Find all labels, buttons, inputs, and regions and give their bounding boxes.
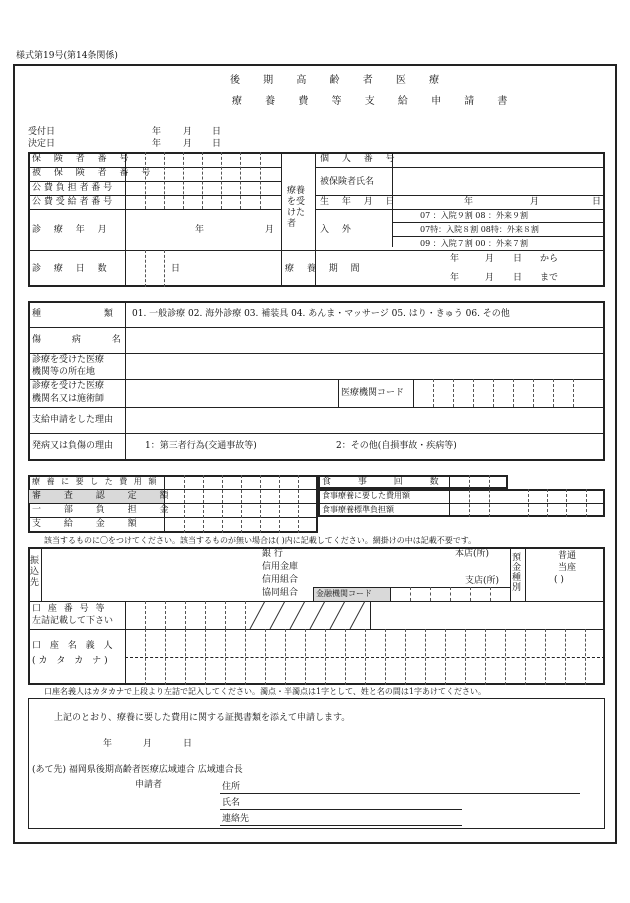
account-name-label-2: (カ タ カ ナ): [32, 656, 111, 666]
treatment-month: 月: [265, 225, 275, 235]
bank-type-shinkin[interactable]: 信用金庫: [262, 562, 299, 572]
bank-type-bank[interactable]: 銀 行: [262, 549, 283, 559]
insurer-no-label: 保 険 者 番 号: [32, 154, 134, 164]
payment-amount-label: 支 給 金 額: [32, 519, 147, 529]
period-to-day: 日: [513, 273, 523, 283]
address-line[interactable]: [220, 793, 580, 794]
disease-label: 傷 病 名: [32, 335, 135, 345]
public-payer-label: 公 費 負 担 者 番 号: [32, 183, 113, 193]
review-amount-label: 審 査 認 定 額: [32, 491, 179, 501]
deposit-option-current[interactable]: 当座: [558, 563, 577, 573]
apply-day: 日: [183, 739, 193, 749]
period-from-month: 月: [485, 254, 495, 264]
deposit-type-label: 預金種別: [512, 553, 522, 593]
facility-code-label: 医療機関コード: [341, 388, 405, 398]
reason-label: 支給申請をした理由: [32, 415, 114, 425]
account-no-label-1: 口 座 番 号 等: [32, 604, 107, 614]
personal-no-label: 個 人 番 号: [320, 154, 400, 164]
birth-date-label: 生 年 月 日: [320, 197, 400, 207]
treatment-section: [28, 301, 605, 461]
decision-label: 決定日: [28, 139, 56, 149]
receipt-month: 月: [183, 127, 193, 137]
addressee: (あて先) 福岡県後期高齢者医療広域連合 広域連合長: [32, 765, 243, 775]
fi-code-label: 金融機関コード: [316, 589, 372, 598]
kana-note: 口座名義人はカタカナで上段より左詰で記入してください。濁点・半濁点は1字として、姓と名の間は1字あけてください。: [44, 687, 487, 696]
apply-year: 年: [103, 739, 113, 749]
bank-type-kumiai[interactable]: 信用組合: [262, 575, 299, 585]
address-label: 住所: [222, 782, 241, 792]
name-label: 氏名: [222, 798, 241, 808]
treatment-days-label: 診 療 日 数: [32, 264, 112, 274]
ratio-row-2: 07特：入院８割 08特：外来８割: [420, 225, 539, 234]
branch-office-label[interactable]: 支店(所): [465, 576, 500, 586]
type-label: 種 類: [32, 309, 143, 319]
period-from-suffix: から: [540, 254, 559, 264]
birth-day: 日: [592, 197, 602, 207]
insured-name-label: 被保険者氏名: [320, 177, 375, 187]
period-to-year: 年: [450, 273, 460, 283]
contact-line[interactable]: [220, 825, 462, 826]
facility-name-line2: 機関名又は施術師: [32, 394, 105, 404]
cause-option-1[interactable]: 1：第三者行為(交通事故等): [145, 441, 257, 451]
period-to-month: 月: [485, 273, 495, 283]
cost-required-label: 療 養 に 要 し た 費 用 額: [32, 477, 159, 486]
receipt-year: 年: [152, 127, 162, 137]
insured-no-label: 被 保 険 者 番 号: [32, 168, 156, 178]
public-recipient-label: 公 費 受 給 者 番 号: [32, 197, 113, 207]
account-name-label-1: 口 座 名 義 人: [32, 641, 116, 651]
cause-label: 発病又は負傷の理由: [32, 441, 114, 451]
treatment-days-unit: 日: [171, 264, 181, 274]
head-office-label[interactable]: 本店(所): [455, 549, 490, 559]
applicant-label: 申請者: [135, 780, 163, 790]
birth-month: 月: [530, 197, 540, 207]
declaration-text: 上記のとおり、療養に要した費用に関する証拠書類を添えて申請します。: [54, 713, 351, 723]
facility-name-line1: 診療を受けた医療: [32, 381, 105, 391]
contact-label: 連絡先: [222, 814, 250, 824]
facility-address-line1: 診療を受けた医療: [32, 355, 105, 365]
cause-option-2[interactable]: 2：その他(自損事故・疾病等): [336, 441, 457, 451]
type-options[interactable]: 01. 一般診療 02. 海外診療 03. 補装具 04. あんま・マッサージ 05. はり・きゅう 06. その他: [132, 309, 510, 319]
apply-month: 月: [143, 739, 153, 749]
deposit-option-other[interactable]: ( ): [554, 575, 564, 585]
title-line-2: 療 養 費 等 支 給 申 請 書: [232, 96, 518, 107]
treatment-period-label: 療 養 期 間: [285, 264, 365, 274]
decision-year: 年: [152, 139, 162, 149]
receipt-label: 受付日: [28, 127, 56, 137]
meal-cost-label: 食事療養に要した費用額: [322, 491, 410, 500]
period-to-suffix: まで: [540, 273, 559, 283]
meal-standard-label: 食事療養標準負担額: [322, 505, 394, 514]
birth-year: 年: [464, 197, 474, 207]
bank-type-kyodo[interactable]: 協同組合: [262, 588, 299, 598]
title-line-1: 後 期 高 齢 者 医 療: [230, 75, 450, 86]
form-number: 様式第19号(第14条関係): [16, 51, 118, 61]
inout-label: 入 外: [320, 225, 356, 235]
receipt-day: 日: [212, 127, 222, 137]
facility-address-line2: 機関等の所在地: [32, 367, 96, 377]
decision-day: 日: [212, 139, 222, 149]
treatment-person-label: 療養を受けた者: [287, 186, 306, 229]
decision-month: 月: [183, 139, 193, 149]
ratio-row-1: 07 ：入院９割 08 ：外来９割: [420, 211, 528, 220]
name-line[interactable]: [220, 809, 462, 810]
treatment-year: 年: [195, 225, 205, 235]
bank-instruction: 該当するものに〇をつけてください。該当するものが無い場合は( )内に記載してください。網掛けの中は記載不要です。: [44, 536, 477, 545]
transfer-to-label: 振込先: [30, 556, 40, 588]
ratio-row-3: 09 ：入院７割 00 ：外来７割: [420, 239, 528, 248]
account-no-label-2: 左詰記載して下さい: [32, 616, 114, 626]
copay-label: 一 部 負 担 金: [32, 505, 179, 515]
period-from-year: 年: [450, 254, 460, 264]
deposit-option-ordinary[interactable]: 普通: [558, 551, 577, 561]
account-no-hatch: [245, 601, 371, 629]
period-from-day: 日: [513, 254, 523, 264]
meals-count-label: 食 事 回 数: [322, 477, 451, 487]
treatment-ym-label: 診 療 年 月: [32, 225, 112, 235]
